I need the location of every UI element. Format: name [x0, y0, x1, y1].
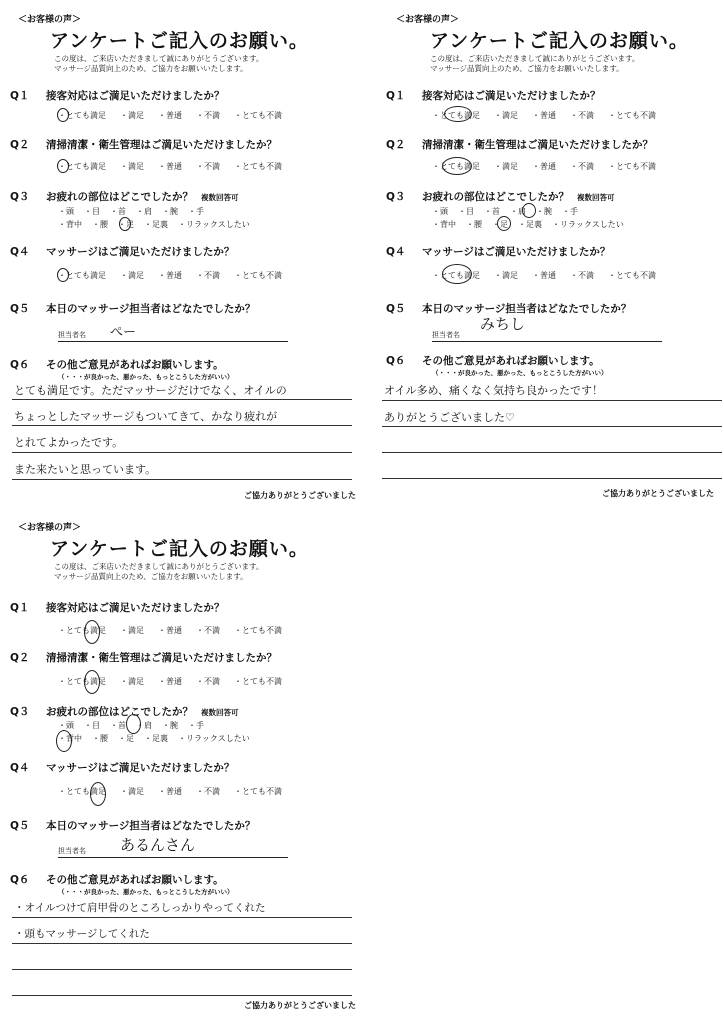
answer-circle-q4 — [90, 782, 106, 806]
question-3: Q３ お疲れの部位はどこでしたか？ 複数回答可 — [10, 191, 239, 203]
question-1: Q１ 接客対応はご満足いただけましたか？ — [10, 90, 225, 102]
staff-line — [58, 341, 288, 342]
q4-options: ・とても満足 ・満足 ・普通 ・不満 ・とても不満 — [58, 787, 282, 796]
q6-hint: （・・・が良かった、悪かった、もっとこうした方がいい） — [58, 373, 234, 381]
thanks-text: ご協力ありがとうございました — [244, 1001, 356, 1010]
answer-circle-q3-shoulder — [522, 203, 536, 218]
q2-options: ・とても満足 ・満足 ・普通 ・不満 ・とても不満 — [58, 162, 282, 171]
question-6: Q６ その他ご意見があればお願いします。 — [10, 874, 224, 886]
q1-options: ・とても満足 ・満足 ・普通 ・不満 ・とても不満 — [58, 626, 282, 635]
answer-circle-q2 — [57, 159, 69, 173]
comment-rule — [12, 479, 352, 480]
thanks-text: ご協力ありがとうございました — [602, 489, 714, 498]
comment-rule — [12, 969, 352, 970]
comment-rule — [12, 943, 352, 944]
comment-line-1: ・オイルつけて肩甲骨のところしっかりやってくれた — [14, 902, 266, 914]
q1-options: ・とても満足 ・満足 ・普通 ・不満 ・とても不満 — [58, 111, 282, 120]
comment-line-1: とても満足です。ただマッサージだけでなく、オイルの — [14, 384, 287, 397]
answer-circle-q4 — [57, 268, 69, 282]
answer-circle-q3-back — [56, 730, 72, 752]
question-2: Q２ 清掃清潔・衛生管理はご満足いただけましたか？ — [386, 139, 653, 151]
q3-parts-row2: ・背中 ・腰 ・足 ・足裏 ・リラックスしたい — [432, 220, 624, 229]
question-4: Q４ マッサージはご満足いただけましたか？ — [10, 246, 235, 258]
sheet-tag: ＜お客様の声＞ — [18, 15, 82, 25]
question-4: Q４ マッサージはご満足いただけましたか？ — [10, 762, 235, 774]
answer-circle-q2 — [84, 670, 100, 694]
q3-parts-row1: ・頭 ・目 ・首 ・肩 ・腕 ・手 — [58, 721, 204, 730]
thanks-text: ご協力ありがとうございました — [244, 491, 356, 500]
survey-sheet-2 — [374, 12, 724, 502]
comment-rule — [12, 917, 352, 918]
staff-name: あるんさん — [120, 836, 196, 854]
sheet-tag: ＜お客様の声＞ — [396, 15, 460, 25]
question-6: Q６ その他ご意見があればお願いします。 — [386, 355, 600, 367]
question-2: Q２ 清掃清潔・衛生管理はご満足いただけましたか？ — [10, 139, 277, 151]
comment-line-2: ありがとうございました♡ — [384, 411, 515, 424]
answer-circle-q3-leg — [497, 216, 511, 231]
question-1: Q１ 接客対応はご満足いただけましたか？ — [386, 90, 601, 102]
sheet-intro: この度は、ご来店いただきまして誠にありがとうございます。 マッサージ品質向上のため、ご協力をお願いいたします。 — [54, 54, 264, 73]
comment-line-1: オイル多め、痛くなく気持ち良かったです！ — [384, 384, 604, 397]
comment-rule — [382, 426, 722, 427]
answer-circle-q4 — [442, 264, 472, 284]
q3-parts-row2: ・背中 ・腰 ・足 ・足裏 ・リラックスしたい — [58, 734, 250, 743]
question-3: Q３ お疲れの部位はどこでしたか？ 複数回答可 — [10, 706, 239, 718]
staff-label: 担当者名 — [432, 331, 460, 339]
comment-line-3: とれてよかったです。 — [14, 436, 124, 449]
answer-circle-q2 — [442, 157, 472, 175]
survey-sheet-3 — [10, 520, 360, 1010]
staff-name: みちし — [480, 315, 526, 333]
comment-line-4: また来たいと思っています。 — [14, 463, 157, 476]
comment-rule — [12, 995, 352, 996]
staff-label: 担当者名 — [58, 847, 86, 855]
question-5: Q５ 本日のマッサージ担当者はどなたでしたか？ — [10, 820, 256, 832]
comment-rule — [382, 452, 722, 453]
staff-line — [432, 341, 662, 342]
sheet-title: アンケートご記入のお願い。 — [430, 30, 689, 52]
question-4: Q４ マッサージはご満足いただけましたか？ — [386, 246, 611, 258]
survey-sheet-1 — [10, 12, 360, 502]
sheet-intro: この度は、ご来店いただきまして誠にありがとうございます。 マッサージ品質向上のため、ご協力をお願いいたします。 — [430, 54, 640, 73]
sheet-tag: ＜お客様の声＞ — [18, 523, 82, 533]
q2-options: ・とても満足 ・満足 ・普通 ・不満 ・とても不満 — [58, 677, 282, 686]
sheet-title: アンケートご記入のお願い。 — [50, 30, 309, 52]
q3-parts-row1: ・頭 ・目 ・首 ・肩 ・腕 ・手 — [432, 207, 578, 216]
question-1: Q１ 接客対応はご満足いただけましたか？ — [10, 602, 225, 614]
answer-circle-q1 — [84, 620, 100, 644]
answer-circle-q1 — [444, 106, 472, 122]
answer-circle-q3-shoulder — [126, 714, 141, 734]
question-5: Q５ 本日のマッサージ担当者はどなたでしたか？ — [386, 303, 632, 315]
comment-rule — [12, 425, 352, 426]
question-5: Q５ 本日のマッサージ担当者はどなたでしたか？ — [10, 303, 256, 315]
question-6: Q６ その他ご意見があればお願いします。 — [10, 359, 224, 371]
comment-line-2: ちょっとしたマッサージもついてきて、かなり疲れが — [14, 410, 278, 423]
q6-hint: （・・・が良かった、悪かった、もっとこうした方がいい） — [58, 888, 234, 896]
q6-hint: （・・・が良かった、悪かった、もっとこうした方がいい） — [432, 369, 608, 377]
staff-label: 担当者名 — [58, 331, 86, 339]
q3-parts-row2: ・背中 ・腰 ・足 ・足裏 ・リラックスしたい — [58, 220, 250, 229]
staff-line — [58, 857, 288, 858]
q1-options: ・とても満足 ・満足 ・普通 ・不満 ・とても不満 — [432, 111, 656, 120]
answer-circle-q3 — [119, 217, 131, 231]
comment-rule — [382, 478, 722, 479]
q3-parts-row1: ・頭 ・目 ・首 ・肩 ・腕 ・手 — [58, 207, 204, 216]
staff-name: ぺー — [110, 325, 137, 340]
comment-rule — [12, 399, 352, 400]
q2-options: ・とても満足 ・満足 ・普通 ・不満 ・とても不満 — [432, 162, 656, 171]
q4-options: ・とても満足 ・満足 ・普通 ・不満 ・とても不満 — [432, 271, 656, 280]
answer-circle-q1 — [57, 108, 69, 122]
comment-rule — [382, 400, 722, 401]
question-3: Q３ お疲れの部位はどこでしたか？ 複数回答可 — [386, 191, 615, 203]
question-2: Q２ 清掃清潔・衛生管理はご満足いただけましたか？ — [10, 652, 277, 664]
comment-rule — [12, 452, 352, 453]
comment-line-2: ・頭もマッサージしてくれた — [14, 928, 150, 940]
q4-options: ・とても満足 ・満足 ・普通 ・不満 ・とても不満 — [58, 271, 282, 280]
sheet-title: アンケートご記入のお願い。 — [50, 538, 309, 560]
sheet-intro: この度は、ご来店いただきまして誠にありがとうございます。 マッサージ品質向上のため、ご協力をお願いいたします。 — [54, 562, 264, 581]
